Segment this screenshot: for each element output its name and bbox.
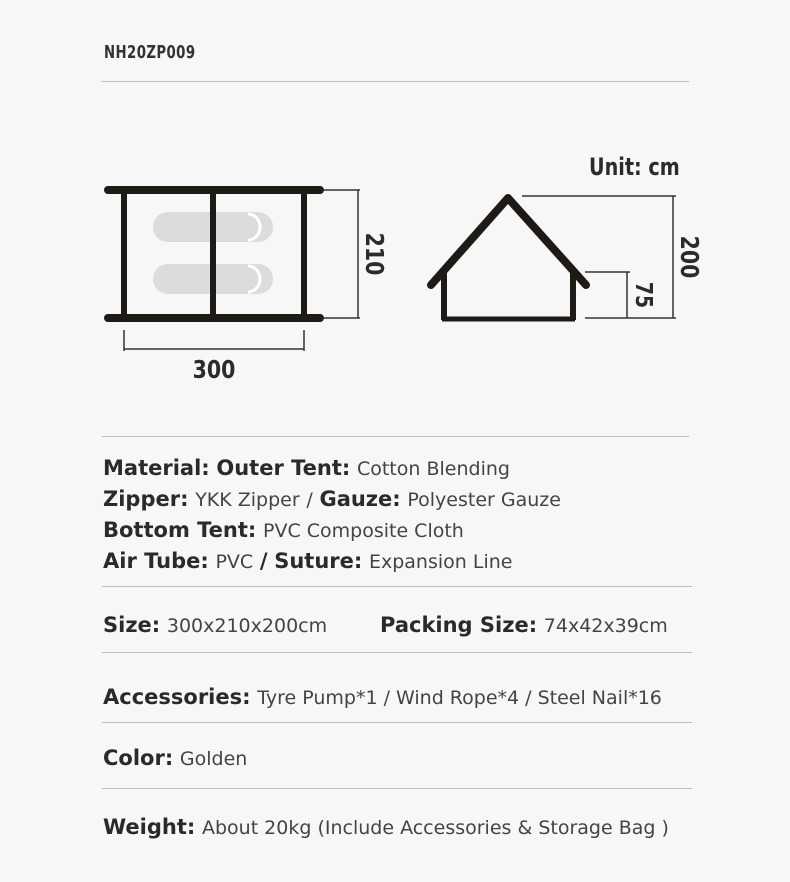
bottom-tent-value: PVC Composite Cloth [262,520,464,542]
specs-divider-1 [102,586,692,587]
accessories-label: Accessories: [103,685,251,709]
spec-air-tube [103,548,512,575]
packing-size-label: Packing Size: [380,613,538,637]
spec-bottom-tent [103,517,464,544]
weight-label: Weight: [103,815,196,839]
accessories-value: Tyre Pump*1 / Wind Rope*4 / Steel Nail*16 [257,687,662,709]
spec-material [103,455,510,482]
dimension-wall-height: 75 [630,281,658,309]
spec-accessories [103,684,662,711]
suture-value: Expansion Line [368,551,513,573]
gauze-value: Polyester Gauze [407,489,561,511]
front-view [431,196,703,320]
specs-divider-2 [102,652,692,653]
dimension-depth: 210 [359,232,388,276]
air-tube-label: Air Tube: [103,549,209,573]
gauze-label: Gauze: [319,487,401,511]
size-value: 300x210x200cm [166,615,328,637]
bottom-tent-label: Bottom Tent: [103,518,257,542]
packing-size-value: 74x42x39cm [543,615,668,637]
separator: / [306,489,313,511]
outer-tent-value: Cotton Blending [356,458,510,480]
specs-divider-4 [102,788,692,789]
material-label: Material: [103,456,210,480]
color-label: Color: [103,746,174,770]
spec-weight [103,814,669,841]
weight-value: About 20kg (Include Accessories & Storage Bag ) [201,817,669,839]
suture-label: Suture: [274,549,363,573]
model-number: NH20ZP009 [104,42,196,63]
air-tube-value: PVC [215,551,254,573]
zipper-label: Zipper: [103,487,189,511]
diagram-divider [102,436,689,437]
color-value: Golden [179,748,248,770]
separator: / [259,549,268,573]
dimension-width: 300 [192,356,236,385]
spec-color [103,745,247,772]
spec-size [103,612,327,639]
size-label: Size: [103,613,161,637]
unit-label: Unit: cm [589,153,680,181]
tent-dimension-diagram [0,0,790,440]
outer-tent-label: Outer Tent: [216,456,351,480]
specs-divider-3 [102,722,692,723]
top-view [108,190,388,385]
zipper-value: YKK Zipper [195,489,300,511]
spec-zipper [103,486,561,513]
spec-packing-size [380,612,668,639]
dimension-height: 200 [674,235,703,279]
